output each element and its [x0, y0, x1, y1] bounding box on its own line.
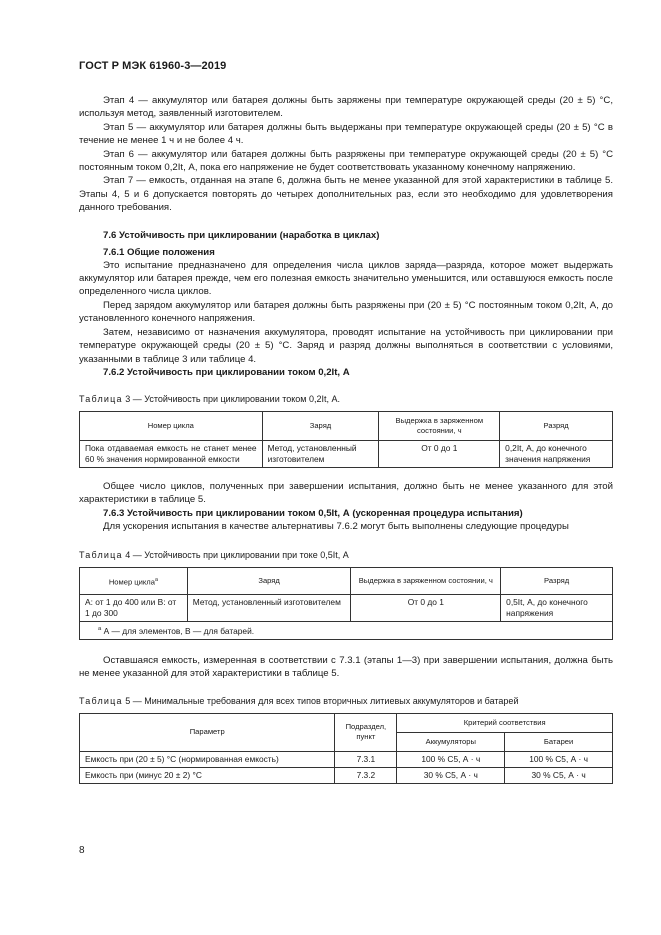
paragraph-remaining-capacity: Оставшаяся емкость, измеренная в соответствии с 7.3.1 (этапы 1—3) при завершении испытания, должна быть не менее указанной для этой характеристики в таблице 5. [79, 654, 613, 680]
table-cell: А: от 1 до 400 или В: от 1 до 300 [80, 595, 188, 622]
table-note [80, 622, 613, 640]
section-7-6-1-heading: 7.6.1 Общие положения [103, 246, 215, 258]
table-cell: Метод, установленный изготовителем [262, 440, 379, 467]
stage-4: Этап 4 — аккумулятор или батарея должны быть заряжены при температуре окружающей среды (20 ± 5) °С, используя метод, заявленный изготовителем. [79, 95, 613, 120]
footnote-marker: а [154, 576, 158, 583]
table-cell: Метод, установленный изготовителем [187, 595, 351, 622]
footnote-text: А — для элементов, В — для батарей. [103, 625, 255, 636]
table-cell: 0,2It, А, до конечного значения напряжения [500, 440, 613, 467]
header-cell: Номер цикла [80, 411, 263, 440]
table-caption-text: 5 — Минимальные требования для всех типов вторичных литиевых аккумуляторов и батарей [125, 695, 519, 706]
table-cell: 0,5It, А, до конечного напряжения [501, 595, 613, 622]
document-header: ГОСТ Р МЭК 61960-3—2019 [79, 60, 227, 72]
table-cell: 7.3.2 [335, 767, 397, 783]
table-row [80, 767, 613, 783]
header-cell: Параметр [80, 713, 335, 751]
header-text: Номер цикла [108, 577, 155, 587]
table-label: Таблица [79, 393, 123, 404]
table-cell: Емкость при (минус 20 ± 2) °С [80, 767, 335, 783]
header-cell: Подраздел, пункт [335, 713, 397, 751]
table-row [80, 440, 613, 467]
table-cell: 30 % C5, А · ч [397, 767, 505, 783]
section-7-6-heading: 7.6 Устойчивость при циклировании (наработка в циклах) [103, 229, 380, 241]
header-cell: Критерий соответствия [397, 713, 613, 732]
table-label: Таблица [79, 695, 123, 706]
table-4 [79, 567, 613, 640]
paragraph-predischarge: Перед зарядом аккумулятор или батарея должны быть разряжены при (20 ± 5) °С постоянным током 0,2It, А, до установленного конечного напряжения. [79, 299, 613, 325]
stage-7: Этап 7 — емкость, отданная на этапе 6, должна быть не менее указанной для этой характеристики в таблице 5. Этапы 4, 5 и 6 допускается повторять до четырех дополнительных раз, если это необходимо для удовлетворения данного требования. [79, 175, 613, 214]
table-5-caption [79, 695, 613, 707]
table-4-caption [79, 549, 613, 561]
stage-6: Этап 6 — аккумулятор или батарея должны быть разряжены при температуре окружающей среды (20 ± 5) °С постоянным током 0,2It, А, пока его напряжение не будет соответствовать указанному конечному напряжению. [79, 148, 613, 174]
section-7-6-2-heading: 7.6.2 Устойчивость при циклировании током 0,2It, А [103, 366, 350, 378]
table-cell: От 0 до 1 [379, 440, 500, 467]
table-header-row [80, 713, 613, 732]
table-header-row [80, 568, 613, 595]
header-cell: Заряд [262, 411, 379, 440]
header-cell: Заряд [187, 568, 351, 595]
table-note-row [80, 622, 613, 640]
table-cell: Пока отдаваемая емкость не станет менее 60 % значения нормированной емкости [80, 440, 263, 467]
table-cell: 30 % C5, А · ч [505, 767, 613, 783]
section-7-6-3-heading: 7.6.3 Устойчивость при циклировании током 0,5It, А (ускоренная процедура испытания) [103, 507, 523, 519]
page-number: 8 [79, 845, 85, 856]
header-cell: Батареи [505, 732, 613, 751]
table-cell: 100 % C5, А · ч [505, 751, 613, 767]
paragraph-cycling: Затем, независимо от назначения аккумулятора, проводят испытание на устойчивость при циклировании при температуре окружающей среды (20 ± 5) °С. Заряд и разряд должны выполняться в соответствии с условиями, указанными в таблице 3 или таблице 4. [79, 326, 613, 365]
table-row [80, 595, 613, 622]
table-3-caption [79, 393, 613, 405]
table-row [80, 751, 613, 767]
table-cell: От 0 до 1 [351, 595, 501, 622]
paragraph-total-cycles: Общее число циклов, полученных при завершении испытания, должно быть не менее указанного для этой характеристики в таблице 5. [79, 480, 613, 506]
footnote-marker: а [98, 626, 102, 633]
page-content [79, 94, 613, 784]
header-cell: Выдержка в заряженном состоянии, ч [379, 411, 500, 440]
table-caption-text: 3 — Устойчивость при циклировании током 0,2It, А. [125, 393, 341, 404]
header-cell: Разряд [500, 411, 613, 440]
table-label: Таблица [79, 550, 123, 561]
header-cell: Аккумуляторы [397, 732, 505, 751]
table-cell: Емкость при (20 ± 5) °С (нормированная емкость) [80, 751, 335, 767]
header-cell: Выдержка в заряженном состоянии, ч [351, 568, 501, 595]
table-3 [79, 411, 613, 468]
table-cell: 7.3.1 [335, 751, 397, 767]
header-cell: Разряд [501, 568, 613, 595]
table-caption-text: 4 — Устойчивость при циклировании при токе 0,5It, А [125, 550, 349, 561]
header-cell [80, 568, 188, 595]
stage-5: Этап 5 — аккумулятор или батарея должны быть выдержаны при температуре окружающей среды (20 ± 5) °С в течение не менее 1 ч и не более 4 ч. [79, 121, 613, 147]
table-header-row [80, 411, 613, 440]
table-cell: 100 % C5, А · ч [397, 751, 505, 767]
table-5 [79, 713, 613, 784]
paragraph-purpose: Это испытание предназначено для определения числа циклов заряда—разряда, которое может выдержать аккумулятор или батарея прежде, чем его полезная емкость значительно уменьшится, или оставшуюся емкость после определенного числа циклов. [79, 259, 613, 298]
paragraph-accelerated: Для ускорения испытания в качестве альтернативы 7.6.2 могут быть выполнены следующие процедуры [103, 520, 569, 532]
